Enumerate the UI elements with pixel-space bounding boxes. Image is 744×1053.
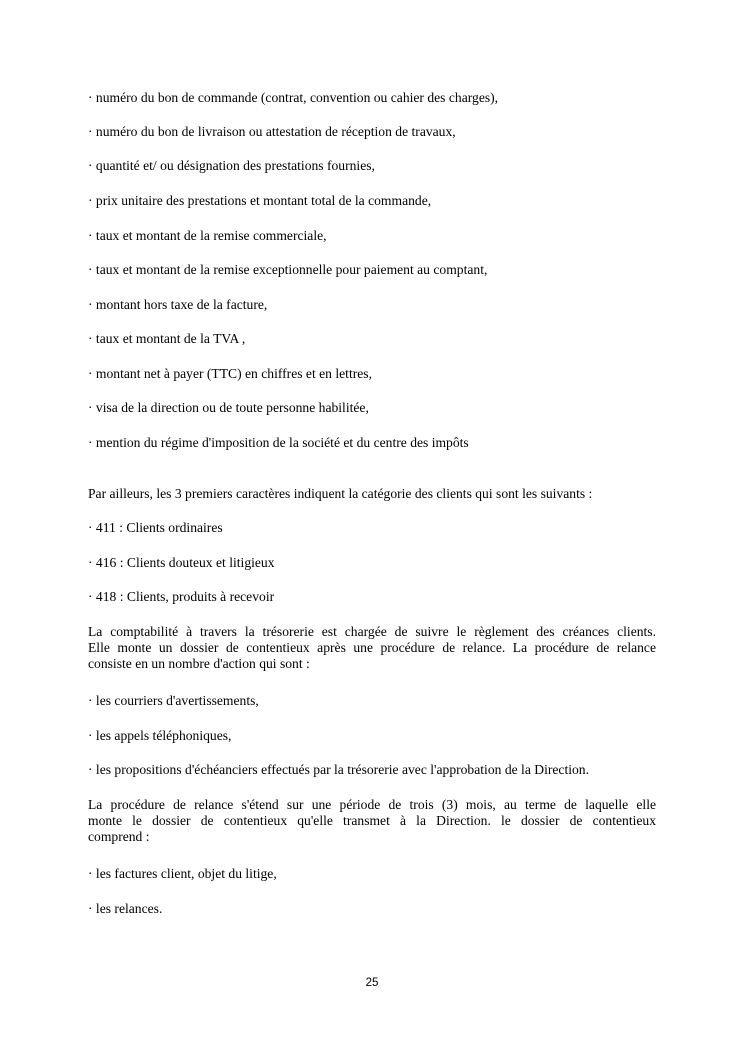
paragraph-line: La procédure de relance s'étend sur une période de trois (3) mois, au terme de laquelle elle	[88, 797, 656, 812]
list-item: · taux et montant de la TVA ,	[88, 331, 246, 346]
paragraph-tresorerie	[88, 624, 656, 673]
action-item: · les appels téléphoniques,	[88, 728, 232, 743]
list-item: · mention du régime d'imposition de la société et du centre des impôts	[88, 435, 469, 450]
paragraph-line: comprend :	[88, 829, 150, 845]
categories-intro: Par ailleurs, les 3 premiers caractères indiquent la catégorie des clients qui sont les suivants :	[88, 486, 593, 501]
list-item: · prix unitaire des prestations et montant total de la commande,	[88, 193, 432, 208]
list-item: · numéro du bon de livraison ou attestation de réception de travaux,	[88, 124, 456, 139]
page-number: 25	[365, 977, 379, 989]
dossier-item: · les relances.	[88, 901, 163, 916]
action-item: · les courriers d'avertissements,	[88, 693, 259, 708]
list-item: · taux et montant de la remise exceptionnelle pour paiement au comptant,	[88, 262, 488, 277]
paragraph-line: consiste en un nombre d'action qui sont :	[88, 656, 310, 672]
category-item: · 411 : Clients ordinaires	[88, 520, 223, 535]
paragraph-line: Elle monte un dossier de contentieux après une procédure de relance. La procédure de relance	[88, 640, 656, 656]
paragraph-line: La comptabilité à travers la trésorerie est chargée de suivre le règlement des créances clients.	[88, 624, 656, 639]
category-item: · 416 : Clients douteux et litigieux	[88, 555, 275, 570]
list-item: · montant hors taxe de la facture,	[88, 297, 268, 312]
list-item: · montant net à payer (TTC) en chiffres et en lettres,	[88, 366, 372, 381]
paragraph-line: monte le dossier de contentieux qu'elle transmet à la Direction. le dossier de contentieux	[88, 813, 656, 829]
list-item: · numéro du bon de commande (contrat, convention ou cahier des charges),	[88, 90, 499, 105]
list-item: · visa de la direction ou de toute personne habilitée,	[88, 400, 369, 415]
action-item: · les propositions d'échéanciers effectués par la trésorerie avec l'approbation de la Direction.	[88, 762, 589, 777]
list-item: · quantité et/ ou désignation des prestations fournies,	[88, 158, 375, 173]
paragraph-relance	[88, 797, 656, 846]
category-item: · 418 : Clients, produits à recevoir	[88, 589, 275, 604]
dossier-item: · les factures client, objet du litige,	[88, 866, 277, 881]
list-item: · taux et montant de la remise commerciale,	[88, 228, 327, 243]
